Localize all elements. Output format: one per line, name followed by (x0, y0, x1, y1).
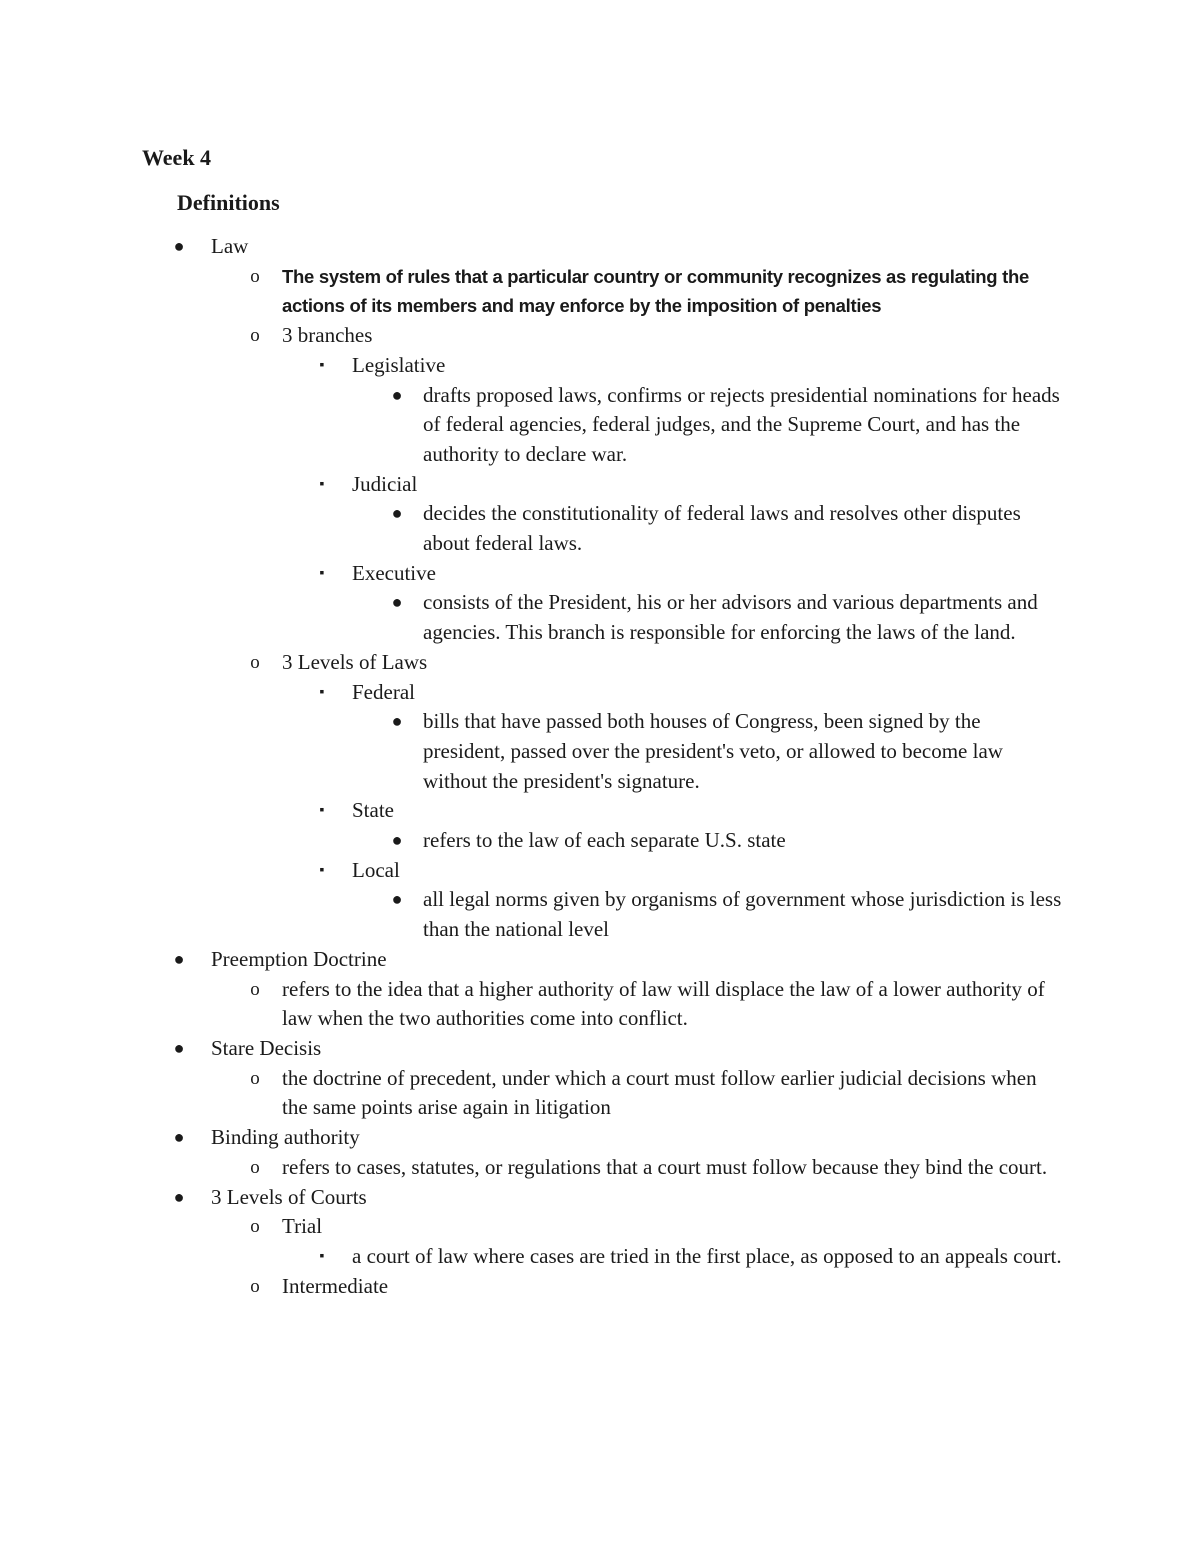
outline-item-text: Preemption Doctrine (211, 946, 387, 971)
outline-item-text: Trial (282, 1214, 323, 1239)
outline-item-level-4 (0, 499, 1200, 558)
outline-item-text: 3 Levels of Courts (211, 1184, 367, 1209)
bullet-icon: ● (173, 1186, 185, 1207)
outline-item-text: drafts proposed laws, confirms or rejects presidential nominations for heads of federal agencies, federal judges, and the Supreme Court, and has the authority to declare war. (423, 382, 1060, 466)
outline-item-text: 3 branches (282, 323, 373, 348)
outline-item-level-1 (0, 1183, 1200, 1213)
outline-item-text: The system of rules that a particular country or community recognizes as regulating the actions of its members and may enforce by the imposition of penalties (282, 265, 1029, 317)
bullet-icon: ● (173, 948, 185, 969)
outline-item-level-4 (0, 885, 1200, 944)
outline-item-text: consists of the President, his or her advisors and various departments and agencies. This branch is responsible for enforcing the laws of the land. (423, 590, 1038, 645)
outline-item-text: Legislative (352, 352, 446, 377)
outline-item-level-3 (0, 796, 1200, 826)
outline-item-level-1 (0, 232, 1200, 262)
outline-item-text: all legal norms given by organisms of government whose jurisdiction is less than the national level (423, 887, 1062, 942)
outline-item-text: Executive (352, 560, 436, 585)
outline-item-level-3 (0, 1242, 1200, 1272)
outline-item-level-3 (0, 470, 1200, 500)
outline-item-level-2 (0, 262, 1200, 321)
outline-item-level-3 (0, 678, 1200, 708)
outline-item-level-2 (0, 321, 1200, 351)
outline-item-text: bills that have passed both houses of Congress, been signed by the president, passed over the president's veto, or allowed to become law without the president's signature. (423, 709, 1003, 793)
outline-item-level-2 (0, 1212, 1200, 1242)
outline-item-text: decides the constitutionality of federal laws and resolves other disputes about federal laws. (423, 501, 1021, 556)
outline-item-level-4 (0, 707, 1200, 796)
outline-item-level-1 (0, 1034, 1200, 1064)
bullet-icon: ● (173, 236, 185, 256)
outline-item-text: Federal (352, 679, 415, 704)
outline-item-text: Judicial (352, 471, 418, 496)
square-bullet-icon: ▪ (319, 1248, 325, 1264)
circle-bullet-icon: o (250, 1156, 260, 1178)
circle-bullet-icon: o (250, 978, 260, 1000)
circle-bullet-icon: o (250, 651, 260, 673)
outline-item-text: Binding authority (211, 1125, 360, 1150)
square-bullet-icon: ▪ (319, 565, 325, 581)
bullet-icon: ● (391, 711, 403, 732)
outline-item-level-2 (0, 1064, 1200, 1123)
outline-item-level-4 (0, 588, 1200, 647)
square-bullet-icon: ▪ (319, 862, 325, 878)
definitions-outline (0, 232, 1200, 1301)
outline-item-level-2 (0, 1153, 1200, 1183)
outline-item-level-2 (0, 1272, 1200, 1302)
bullet-icon: ● (391, 384, 403, 405)
bullet-icon: ● (391, 503, 403, 524)
outline-item-level-3 (0, 856, 1200, 886)
bullet-icon: ● (173, 1127, 185, 1148)
outline-item-text: Local (352, 857, 400, 882)
outline-item-level-3 (0, 351, 1200, 381)
outline-item-text: a court of law where cases are tried in the first place, as opposed to an appeals court. (352, 1243, 1062, 1268)
outline-item-level-1 (0, 945, 1200, 975)
bullet-icon: ● (391, 830, 403, 851)
circle-bullet-icon: o (250, 325, 260, 347)
outline-item-level-2 (0, 975, 1200, 1034)
circle-bullet-icon: o (250, 1216, 260, 1238)
outline-item-level-4 (0, 381, 1200, 470)
outline-item-text: refers to cases, statutes, or regulations that a court must follow because they bind the court. (282, 1154, 1048, 1179)
outline-item-level-4 (0, 826, 1200, 856)
square-bullet-icon: ▪ (319, 357, 325, 373)
document-title: Week 4 (142, 145, 212, 170)
section-heading: Definitions (177, 190, 280, 215)
outline-item-text: Intermediate (282, 1273, 389, 1298)
outline-item-level-3 (0, 559, 1200, 589)
outline-item-text: Law (211, 234, 249, 258)
square-bullet-icon: ▪ (319, 684, 325, 700)
outline-item-level-2 (0, 648, 1200, 678)
circle-bullet-icon: o (250, 1067, 260, 1089)
square-bullet-icon: ▪ (319, 803, 325, 819)
bullet-icon: ● (391, 889, 403, 910)
outline-item-text: State (352, 798, 394, 823)
outline-item-text: refers to the idea that a higher authority of law will displace the law of a lower authority of law when the two authorities come into conflict. (282, 976, 1045, 1031)
outline-item-text: the doctrine of precedent, under which a court must follow earlier judicial decisions when the same points arise again in litigation (282, 1065, 1037, 1120)
circle-bullet-icon: o (250, 1275, 260, 1297)
outline-item-text: refers to the law of each separate U.S. state (423, 828, 786, 853)
outline-item-text: 3 Levels of Laws (282, 649, 428, 674)
square-bullet-icon: ▪ (319, 476, 325, 492)
bullet-icon: ● (173, 1037, 185, 1058)
bullet-icon: ● (391, 592, 403, 613)
outline-item-level-1 (0, 1123, 1200, 1153)
circle-bullet-icon: o (250, 265, 260, 287)
outline-item-text: Stare Decisis (211, 1035, 322, 1060)
